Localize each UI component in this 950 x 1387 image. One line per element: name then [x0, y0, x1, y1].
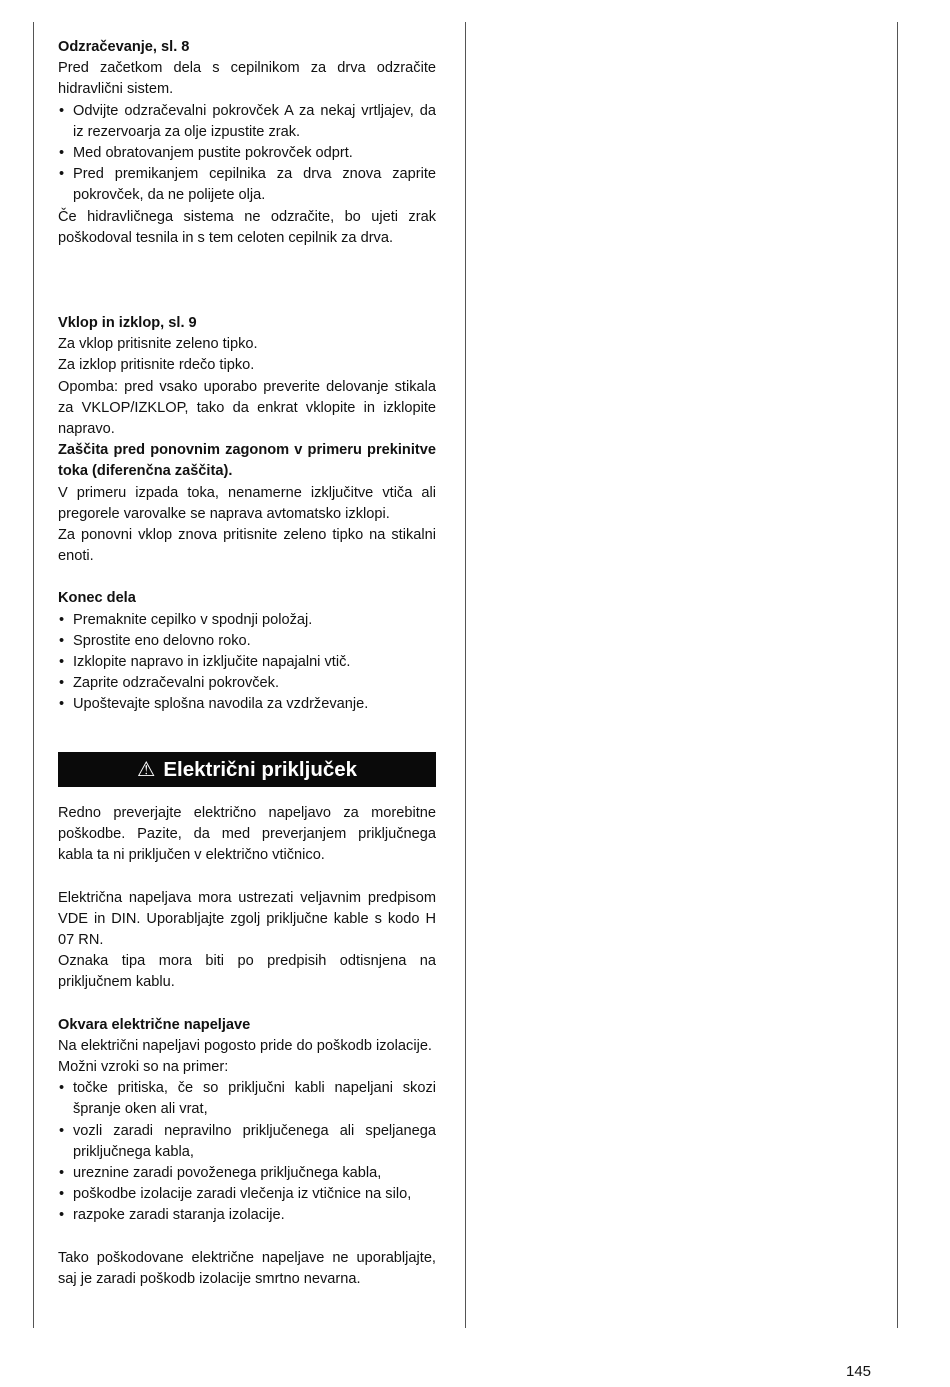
causes-intro: Možni vzroki so na primer: — [58, 1059, 229, 1076]
electric-para-1: Redno preverjajte električno napeljavo za morebitne poškodbe. Pazite, da med preverjanjem priključnega kabla ta ni priključen v električno vtičnico. — [58, 805, 436, 864]
section-electric — [58, 803, 436, 1290]
venting-outro: Če hidravličnega sistema ne odzračite, bo ujeti zrak poškodoval tesnila in s tem celoten cepilnik za drva. — [58, 208, 436, 246]
causes-bullet-list — [58, 1078, 436, 1226]
list-item: • ureznine zaradi povoženega priključnega kabla, — [58, 1163, 436, 1184]
venting-heading: Odzračevanje, sl. 8 — [58, 39, 190, 55]
end-work-heading: Konec dela — [58, 590, 136, 607]
electric-para-2: Električna napeljava mora ustrezati veljavnim predpisom VDE in DIN. Uporabljajte zgolj priključne kable s kodo H 07 RN. — [58, 889, 436, 949]
list-item: • Pred premikanjem cepilnika za drva znova zaprite pokrovček, da ne polijete olja. — [58, 164, 436, 206]
column-rule-left — [33, 22, 34, 1328]
list-item: • vozli zaradi nepravilno priključenega ali speljanega priključnega kabla, — [58, 1121, 436, 1163]
protection-heading: Zaščita pred ponovnim zagonom v primeru prekinitve toka (diferenčna zaščita). — [58, 442, 436, 480]
protection-text: V primeru izpada toka, nenamerne izključitve vtiča ali pregorele varovalke se naprava avtomatsko izklopi. — [58, 484, 436, 522]
list-item: • Sprostite eno delovno roko. — [58, 631, 436, 652]
electric-section-title-bar — [58, 752, 436, 787]
list-item: • Izklopite napravo in izključite napajalni vtič. — [58, 652, 436, 673]
electric-para-3: Oznaka tipa mora biti po predpisih odtisnjena na priključnem kablu. — [58, 953, 436, 991]
list-item: • Zaprite odzračevalni pokrovček. — [58, 673, 436, 694]
list-item: • Med obratovanjem pustite pokrovček odprt. — [58, 143, 436, 164]
onoff-line-on: Za vklop pritisnite zeleno tipko. — [58, 336, 258, 353]
fault-intro: Na električni napeljavi pogosto pride do poškodb izolacije. — [58, 1037, 432, 1054]
page-number: 145 — [846, 1363, 872, 1380]
list-item: • Odvijte odzračevalni pokrovček A za nekaj vrtljajev, da iz rezervoarja za olje izpustite zrak. — [58, 101, 436, 143]
onoff-note: Opomba: pred vsako uporabo preverite delovanje stikala za VKLOP/IZKLOP, tako da enkrat vklopite in izklopite napravo. — [58, 378, 436, 438]
list-item: • razpoke zaradi staranja izolacije. — [58, 1205, 436, 1226]
warning-triangle-icon: ⚠ — [136, 758, 156, 781]
column-rule-middle — [465, 22, 466, 1328]
section-venting — [58, 37, 436, 249]
section-on-off — [58, 313, 436, 716]
electric-closing: Tako poškodovane električne napeljave ne uporabljajte, saj je zaradi poškodb izolacije smrtno nevarna. — [58, 1249, 436, 1287]
end-work-bullet-list — [58, 610, 436, 716]
restart-text: Za ponovni vklop znova pritisnite zeleno tipko na stikalni enoti. — [58, 527, 436, 565]
venting-intro: Pred začetkom dela s cepilnikom za drva odzračite hidravlični sistem. — [58, 60, 436, 98]
electric-section-title: Električni priključek — [163, 758, 358, 781]
onoff-heading: Vklop in izklop, sl. 9 — [58, 315, 197, 331]
list-item: • poškodbe izolacije zaradi vlečenja iz vtičnice na silo, — [58, 1184, 436, 1205]
list-item: • točke pritiska, če so priključni kabli napeljani skozi špranje oken ali vrat, — [58, 1078, 436, 1120]
column-rule-right — [897, 22, 898, 1328]
list-item: • Upoštevajte splošna navodila za vzdrževanje. — [58, 694, 436, 715]
fault-heading: Okvara električne napeljave — [58, 1016, 251, 1033]
list-item: • Premaknite cepilko v spodnji položaj. — [58, 610, 436, 631]
venting-bullet-list — [58, 101, 436, 207]
onoff-line-off: Za izklop pritisnite rdečo tipko. — [58, 357, 255, 374]
